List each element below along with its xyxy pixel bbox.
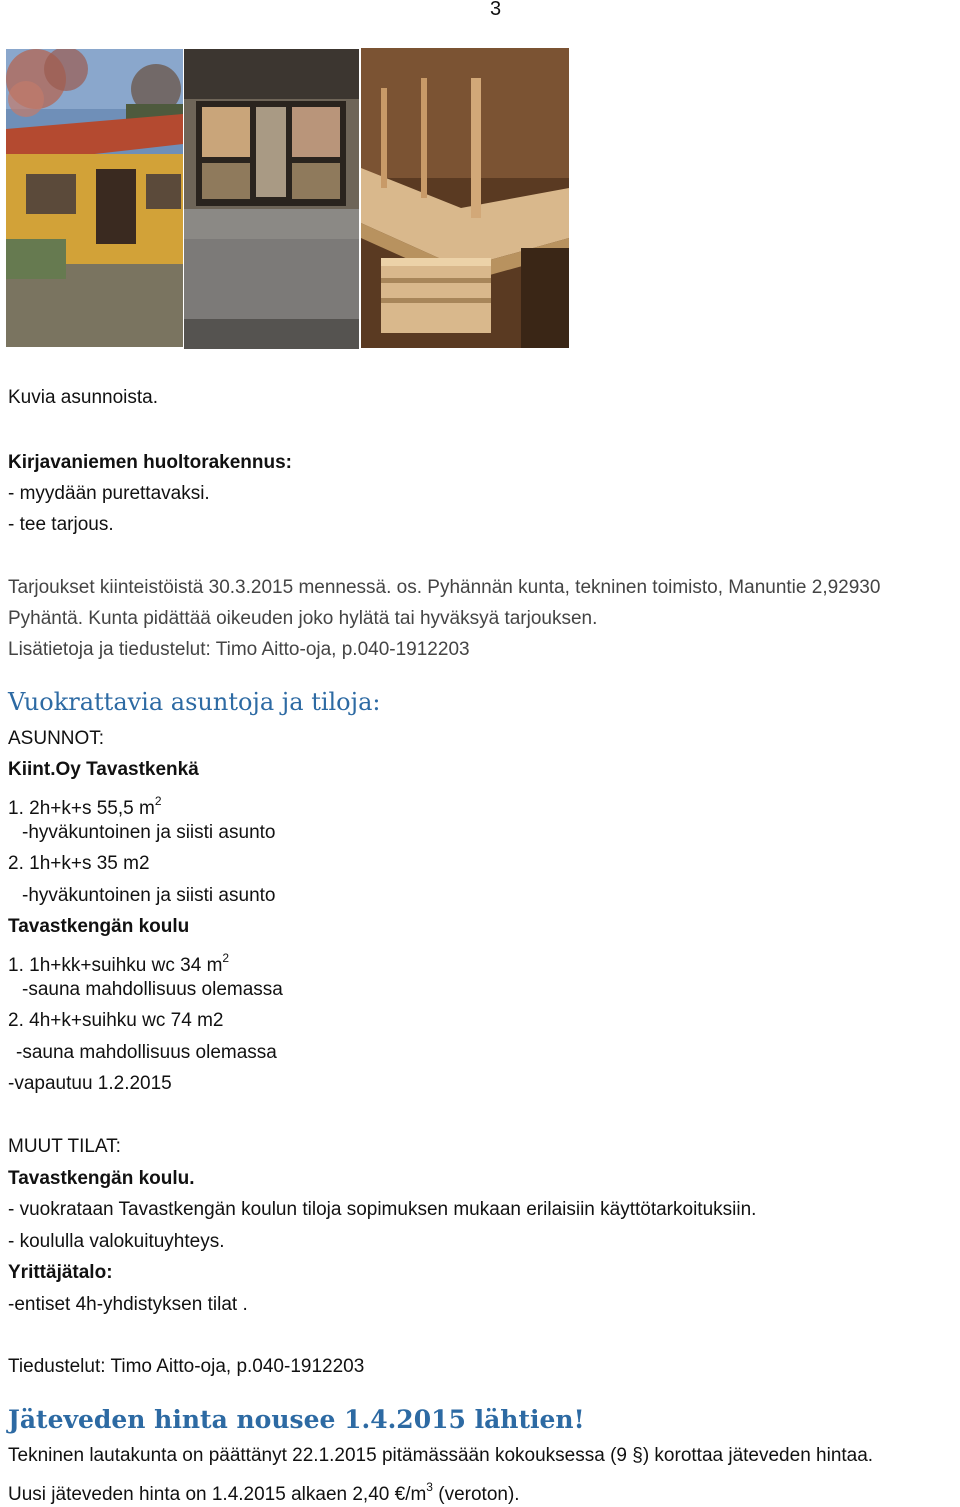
school-apartment-1-desc: -sauna mahdollisuus olemassa [22,979,283,1000]
kiint-apartment-1-desc: -hyväkuntoinen ja siisti asunto [22,822,276,843]
other-line-3: -entiset 4h-yhdistyksen tilat . [8,1294,248,1315]
kirjavaniemi-line-1: - myydään purettavaksi. [8,483,210,504]
contact-line: Tiedustelut: Timo Aitto-oja, p.040-1912203 [8,1356,365,1377]
offer-line-2: Pyhäntä. Kunta pidättää oikeuden joko hylätä tai hyväksyä tarjouksen. [8,608,598,629]
waste-line-2-end: (veroton). [432,1484,520,1505]
school-apartment-2-desc: -sauna mahdollisuus olemassa [16,1042,277,1063]
waste-line-1: Tekninen lautakunta on päättänyt 22.1.2015 pitämässään kokouksessa (9 §) korottaa jäteveden hintaa. [8,1445,874,1466]
waste-line-2 [8,1475,520,1507]
kirjavaniemi-line-2: - tee tarjous. [8,514,114,535]
page-number: 3 [490,0,502,20]
offer-line-3: Lisätietoja ja tiedustelut: Timo Aitto-oja, p.040-1912203 [8,639,470,660]
school-apartment-2: 2. 4h+k+suihku wc 74 m2 [8,1010,224,1031]
house-photo [6,49,183,347]
school-apartment-1-sup: 2 [222,951,230,965]
entrepreneur-title: Yrittäjätalo: [8,1262,113,1283]
room-photo [184,49,359,349]
school-title: Tavastkengän koulu [8,916,190,937]
sauna-photo [361,48,569,348]
offer-line-1: Tarjoukset kiinteistöistä 30.3.2015 mennessä. os. Pyhännän kunta, tekninen toimisto, Manuntie 2,92930 [8,577,881,598]
other-school-title: Tavastkengän koulu. [8,1168,195,1189]
apartments-label: ASUNNOT: [8,728,105,749]
kiint-apartment-2: 2. 1h+k+s 35 m2 [8,853,150,874]
photo-caption: Kuvia asunnoista. [8,387,158,408]
school-apartment-1 [8,946,229,978]
waste-heading: Jäteveden hinta nousee 1.4.2015 lähtien! [8,1405,585,1434]
other-label: MUUT TILAT: [8,1136,121,1157]
waste-line-2-text: Uusi jäteveden hinta on 1.4.2015 alkaen 2,40 €/m [8,1484,427,1505]
school-apartment-2-free: -vapautuu 1.2.2015 [8,1073,172,1094]
other-line-2: - koululla valokuituyhteys. [8,1231,225,1252]
kiint-apartment-1-sup: 2 [154,794,162,808]
kiint-title: Kiint.Oy Tavastkenkä [8,759,199,780]
school-apartment-1-text: 1. 1h+kk+suihku wc 34 m [8,955,223,976]
waste-line-2-sup: 3 [426,1480,433,1494]
other-line-1: - vuokrataan Tavastkengän koulun tiloja sopimuksen mukaan erilaisiin käyttötarkoituksiin. [8,1199,757,1220]
kiint-apartment-1 [8,789,162,821]
kirjavaniemi-title: Kirjavaniemen huoltorakennus: [8,452,293,473]
rentals-heading: Vuokrattavia asuntoja ja tiloja: [8,688,381,716]
kiint-apartment-1-text: 1. 2h+k+s 55,5 m [8,798,155,819]
kiint-apartment-2-desc: -hyväkuntoinen ja siisti asunto [22,885,276,906]
